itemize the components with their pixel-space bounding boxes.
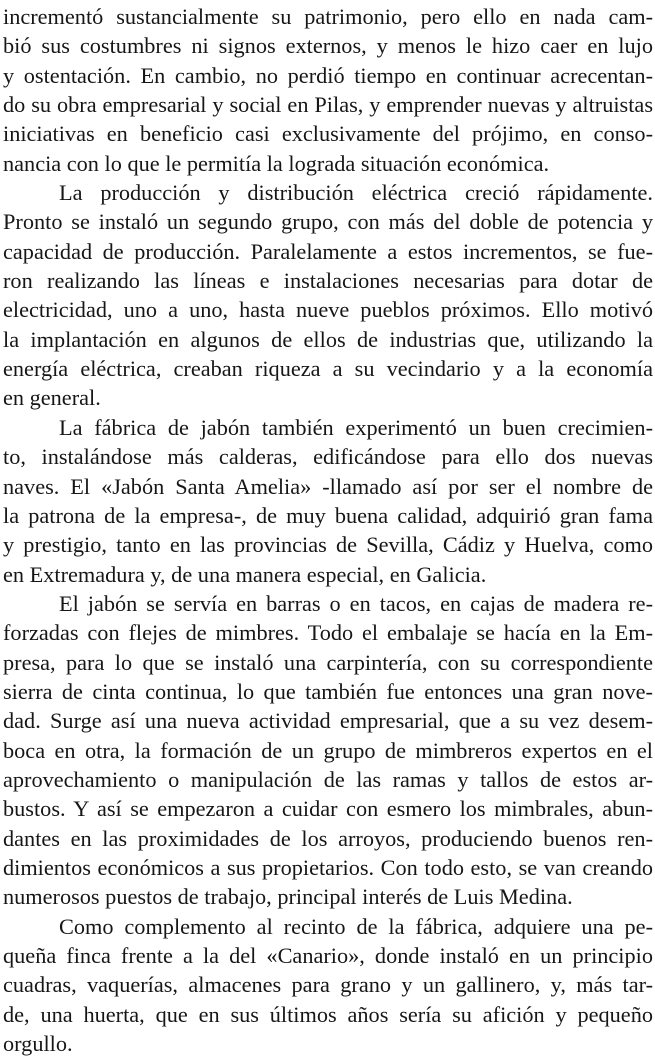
text-line: nancia con lo que le permitía la lograda situación económica. [3, 150, 550, 176]
text-line: forzadas con flejes de mimbres. Todo el embalaje se hacía en la Em- [3, 620, 653, 646]
text-line: El jabón se servía en barras o en tacos, en cajas de madera re- [59, 590, 653, 616]
text-line: electricidad, uno a uno, hasta nueve pueblos próximos. Ello motivó [3, 297, 653, 323]
text-line: numerosos puestos de trabajo, principal interés de Luis Medina. [3, 884, 573, 910]
text-line: y prestigio, tanto en las provincias de Sevilla, Cádiz y Huelva, como [3, 532, 653, 558]
text-line: Como complemento al recinto de la fábrica, adquiere una pe- [59, 913, 653, 939]
text-line: iniciativas en beneficio casi exclusivamente del prójimo, en conso- [3, 121, 653, 147]
text-line: dantes en las proximidades de los arroyos, produciendo buenos ren- [3, 825, 653, 851]
text-line: incrementó sustancialmente su patrimonio, pero ello en nada cam- [3, 4, 653, 29]
text-line: y ostentación. En cambio, no perdió tiempo en continuar acrecentan- [3, 62, 653, 88]
text-line: boca en otra, la formación de un grupo de mimbreros expertos en el [3, 737, 653, 763]
text-line: presa, para lo que se instaló una carpintería, con su correspondiente [3, 649, 653, 675]
text-line: do su obra empresarial y social en Pilas, y emprender nuevas y altruistas [3, 92, 653, 118]
document-page [3, 2, 653, 1058]
text-line: dad. Surge así una nueva actividad empresarial, que a su vez desem- [3, 708, 653, 734]
paragraph [3, 589, 653, 912]
paragraph [3, 413, 653, 589]
text-line: naves. El «Jabón Santa Amelia» -llamado así por ser el nombre de [3, 473, 653, 499]
text-line: de, una huerta, que en sus últimos años sería su afición y pequeño [3, 1001, 653, 1027]
text-line: queña finca frente a la del «Canario», donde instaló en un principio [3, 943, 653, 968]
text-line: La producción y distribución eléctrica creció rápidamente. [59, 180, 653, 206]
text-line: orgullo. [3, 1031, 73, 1057]
paragraph [3, 912, 653, 1058]
text-line: bustos. Y así se empezaron a cuidar con esmero los mimbrales, abun- [3, 796, 653, 822]
text-line: la implantación en algunos de ellos de industrias que, utilizando la [3, 326, 653, 352]
text-line: aprovechamiento o manipulación de las ramas y tallos de estos ar- [3, 766, 653, 792]
text-line: sierra de cinta continua, lo que también fue entonces una gran nove- [3, 678, 653, 704]
text-line: Pronto se instaló un segundo grupo, con más del doble de potencia y [3, 209, 653, 235]
text-line: en Extremadura y, de una manera especial, en Galicia. [3, 561, 487, 587]
paragraph [3, 178, 653, 413]
text-line: to, instalándose más calderas, edificándose para ello dos nuevas [3, 444, 653, 470]
text-line: cuadras, vaquerías, almacenes para grano y un gallinero, y, más tar- [3, 972, 653, 998]
text-line: energía eléctrica, creaban riqueza a su vecindario y a la economía [3, 356, 653, 382]
paragraph [3, 2, 653, 178]
text-line: en general. [3, 385, 101, 411]
text-line: dimientos económicos a sus propietarios. Con todo esto, se van creando [3, 854, 653, 880]
text-line: bió sus costumbres ni signos externos, y menos le hizo caer en lujo [3, 33, 653, 59]
text-line: la patrona de la empresa-, de muy buena calidad, adquirió gran fama [3, 502, 653, 528]
text-line: La fábrica de jabón también experimentó un buen crecimien- [59, 414, 653, 440]
text-line: capacidad de producción. Paralelamente a estos incrementos, se fue- [3, 238, 653, 264]
text-line: ron realizando las líneas e instalaciones necesarias para dotar de [3, 268, 653, 294]
